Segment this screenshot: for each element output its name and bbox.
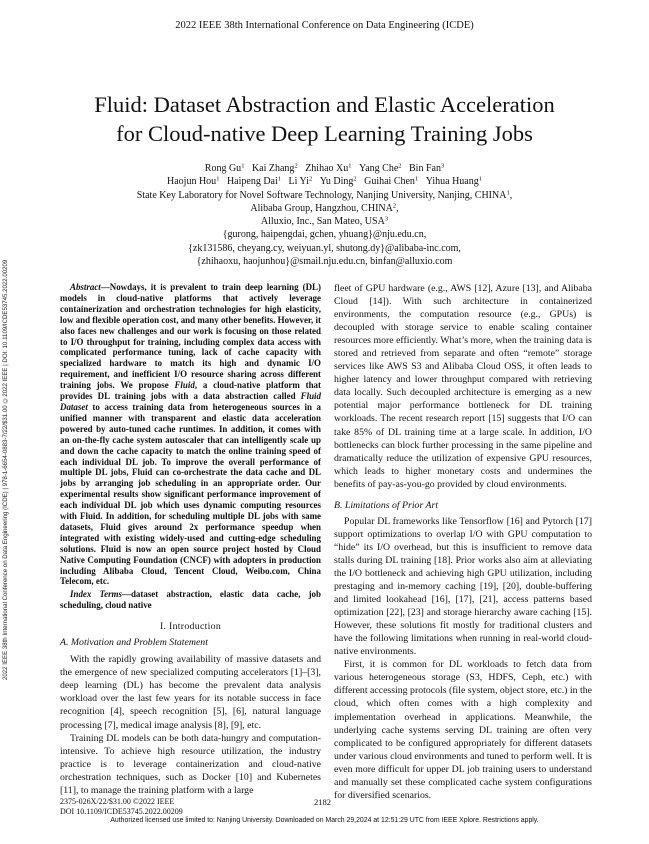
page-number: 2182 (314, 797, 331, 807)
title-line-1: Fluid: Dataset Abstraction and Elastic Acceleration (94, 92, 555, 117)
author-name: Rong Gu$^1$ (204, 162, 245, 174)
license-notice: Authorized licensed use limited to: Nanjing University. Downloaded on March 29,2024 at 12:51:29 UTC from IEEE Xplore. Restrictions apply. (110, 817, 539, 824)
title-line-2: for Cloud-native Deep Learning Training Jobs (116, 121, 533, 146)
index-terms: Index Terms—dataset abstraction, elastic data cache, job scheduling, cloud native (60, 589, 321, 611)
left-column (60, 282, 321, 797)
author-affiliation-mark: 1 (478, 175, 482, 183)
paragraph: With the rapidly growing availability of massive datasets and the emergence of new specialized computing accelerators [1]–[3], deep learning (DL) has become the prevalent data analysis workload over the last few years for its notable success in face recognition [4], speech recognition [5], [6], natural language processing [7], medical image analysis [8], [9], etc. (60, 654, 321, 731)
footer-issn: 2375-026X/22/$31.00 ©2022 IEEE (60, 797, 175, 806)
author-affiliation-mark: 1 (241, 162, 245, 170)
paragraph: Training DL models can be both data-hungry and computation-intensive. To achieve high resource utilization, the industry practice is to leverage containerization and cloud-native orchestration techniques, such as Docker [10] and Kubernetes [11], to manage the training platform with a large (60, 732, 321, 796)
author-affiliation-mark: 2 (398, 162, 402, 170)
paper-title (40, 90, 609, 148)
affiliation-3: Alluxio, Inc., San Mateo, USA$^3$ (260, 215, 389, 228)
author-name: Li Yi$^2$ (288, 175, 313, 188)
paragraph: fleet of GPU hardware (e.g., AWS [12], Azure [13], and Alibaba Cloud [14]). With such architecture in containerized environments, the computation resource (e.g., GPUs) is decoupled with storage service to enable scaling container resources more efficiently. What’s more, when the training data is stored and retrieved from separate and often “remote” storage services like AWS S3 and Alibaba Cloud OSS, it often leads to higher latency and lower throughput compared with retrieving data locally. Such decoupled architecture is emerging as a new potential major performance bottleneck for DL training workloads. The recent research report [15] suggests that I/O can take 85% of DL training time at a large scale. In addition, I/O bottlenecks can block further processing in the same pipeline and dramatically reduce the utilization of expensive GPU resources, which leads to higher monetary costs and undermines the benefits of pay-as-you-go provided by cloud environments. (334, 283, 592, 490)
conference-header: 2022 IEEE 38th International Conference on Data Engineering (ICDE) (175, 20, 474, 31)
subsection-heading-motivation: A. Motivation and Problem Statement (60, 637, 208, 649)
right-column (334, 282, 592, 802)
author-name: Guihai Chen$^1$ (364, 175, 419, 188)
author-line-1 (40, 162, 609, 175)
author-affiliation-mark: 2 (294, 162, 298, 170)
footer-doi: DOI 10.1109/ICDE53745.2022.00209 (60, 807, 183, 816)
author-name: Kai Zhang$^2$ (251, 162, 298, 174)
email-nju: {gurong, haipengdai, gchen, yhuang}@nju.edu.cn, (222, 229, 427, 241)
author-affiliation-mark: 1 (348, 162, 352, 170)
author-name: Yihua Huang$^1$ (425, 175, 482, 188)
paragraph: Popular DL frameworks like Tensorflow [16] and Pytorch [17] support optimizations to overlap I/O with GPU computation to “hide” its I/O overhead, but this is insufficient to remove data stalls during DL training [18]. Prior works also aim at alleviating the I/O bottleneck and achieving high GPU utilization, including prestaging and in-memory caching [19], [20], double-buffering and limited lookahead [16], [17], [21], access patterns based optimization [22], [23] and storage hierarchy aware caching [15]. However, these solutions fit mostly for traditional clusters and have the following limitations when running in real-world cloud-native environments. (334, 515, 592, 658)
author-name: Haojun Hou$^1$ (167, 175, 220, 188)
author-name: Yang Che$^2$ (358, 162, 402, 174)
affiliation-1: State Key Laboratory for Novel Software Technology, Nanjing University, Nanjing, CHINA$^1$, (136, 189, 513, 201)
footer-copyright (60, 797, 183, 817)
author-name: Yu Ding$^2$ (319, 175, 357, 188)
author-line-2 (40, 175, 609, 188)
author-affiliation-mark: 3 (440, 162, 445, 170)
abstract: Abstract—Nowdays, it is prevalent to train deep learning (DL) models in cloud-native platforms that actively leverage containerization and orchestration technologies for high elasticity, low and flexible operation cost, and many other benefits. However, it also faces new challenges and our work is focusing on those related to I/O throughput for training, including complex data access with complicated performance tuning, lack of cache capacity with specialized hardware to match its high and dynamic I/O requirement, and inefficient I/O resource sharing across different training jobs. We propose Fluid, a cloud-native platform that provides DL training jobs with a data abstraction called Fluid Dataset to access training data from heterogeneous sources in a unified manner with transparent and elastic data acceleration powered by auto-tuned cache runtimes. In addition, it comes with an on-the-fly cache system autoscaler that can intelligently scale up and down the cache capacity to match the online training speed of each individual DL job. To improve the overall performance of multiple DL jobs, Fluid can co-orchestrate the data cache and DL jobs by arranging job scheduling in an appropriate order. Our experimental results show significant performance improvement of each individual DL job which uses dynamic computing resources with Fluid. In addition, for scheduling multiple DL jobs with same datasets, Fluid gives around 2x performance speedup when integrated with existing widely-used and cutting-edge scheduling solutions. Fluid is now an open source project hosted by Cloud Native Computing Foundation (CNCF) with adopters in production including Alibaba Cloud, Tencent Cloud, Weibo.com, China Telecom, etc. (60, 282, 321, 587)
side-identifier: 2022 IEEE 38th International Conference on Data Engineering (ICDE) | 978-1-6654-0883-7/22/$31.00 ©2022 IEEE | DOI: 10.1109/ICDE53745.2022.00209 (2, 259, 9, 681)
subsection-heading-limitations: B. Limitations of Prior Art (334, 499, 439, 511)
author-affiliation-mark: 1 (414, 175, 419, 183)
author-name: Haipeng Dai$^1$ (226, 175, 282, 188)
author-affiliation-mark: 2 (353, 175, 357, 183)
author-name: Bin Fan$^3$ (409, 162, 445, 174)
author-affiliation-mark: 1 (277, 175, 282, 183)
affiliation-2: Alibaba Group, Hangzhou, CHINA$^2$, (250, 202, 399, 214)
author-block (40, 162, 609, 268)
author-affiliation-mark: 1 (216, 175, 220, 183)
paragraph: First, it is common for DL workloads to fetch data from various heterogeneous storage (S3, HDFS, Ceph, etc.) with different accessing protocols (file system, object store, etc.) in the cloud, which often comes with a high complexity and implementation overhead in applications. Meanwhile, the underlying cache systems serving DL training are often very complicated to be configured appropriately for different datasets under various cloud environments and tuned to perform well. It is even more difficult for upper DL job training users to understand and manually set these complicated cache system configurations for diversified scenarios. (334, 659, 592, 801)
author-affiliation-mark: 2 (308, 175, 313, 183)
author-name: Zhihao Xu$^1$ (305, 162, 352, 174)
email-alibaba: {zk131586, cheyang.cy, weiyuan.yl, shutong.dy}@alibaba-inc.com, (188, 242, 461, 254)
email-smail-alluxio: {zhihaoxu, haojunhou}@smail.nju.edu.cn, binfan@alluxio.com (196, 256, 453, 268)
section-heading-introduction: I. Introduction (159, 621, 222, 633)
